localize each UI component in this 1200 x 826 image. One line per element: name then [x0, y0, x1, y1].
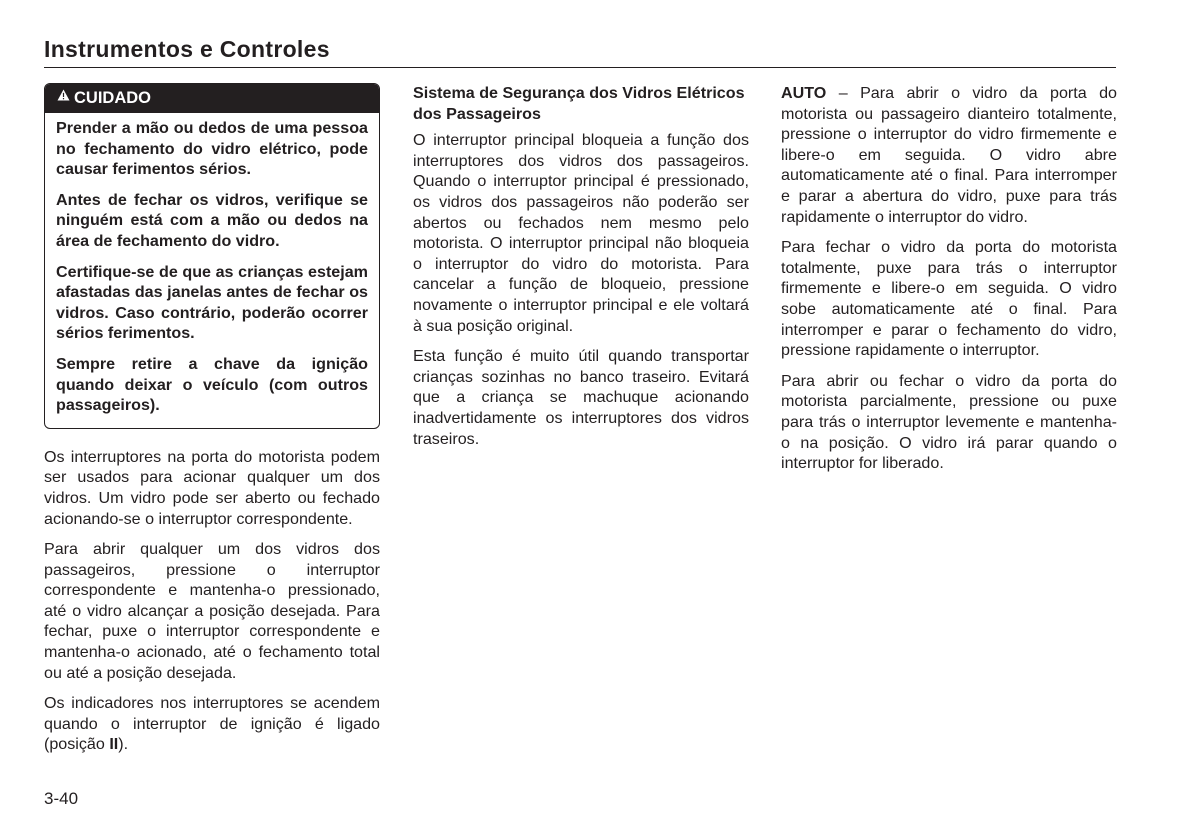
caution-box	[44, 83, 380, 429]
body-paragraph	[44, 693, 380, 755]
body-paragraph: Para abrir qualquer um dos vidros dos passageiros, pressione o interruptor correspondente e mantenha-o pressionado, até o vidro alcançar a posição desejada. Para fechar, puxe o interruptor correspondente e mantenha-o acionado, até o fechamento total ou até a posição desejada.	[44, 540, 380, 682]
column-middle	[413, 83, 749, 459]
caution-body	[45, 113, 379, 428]
auto-description: – Para abrir o vidro da porta do motorista ou passageiro dianteiro totalmente, pressione o interruptor do vidro firmemente e libere-o em seguida. O vidro abre automaticamente até o final. Para interromper e parar a abertura do vidro, puxe para trás rapidamente o interruptor do vidro.	[781, 84, 1117, 226]
body-paragraph: O interruptor principal bloqueia a função dos interruptores dos vidros dos passageiros. Quando o interruptor principal é pressionado, os vidros dos passageiros não poderão ser abertos ou fechados nem mesmo pelo motorista. O interruptor principal não bloqueia o interruptor do vidro do motorista. Para cancelar a função de bloqueio, pressione novamente o interruptor principal e ele voltará à sua posição original.	[413, 131, 749, 335]
caution-paragraph: Certifique-se de que as crianças estejam afastadas das janelas antes de fechar os vidros. Caso contrário, poderão ocorrer sérios ferimentos.	[56, 262, 368, 343]
page-number: 3-40	[44, 789, 79, 808]
caution-paragraph: Sempre retire a chave da ignição quando deixar o veículo (com outros passageiros).	[56, 354, 368, 415]
auto-label: AUTO	[781, 84, 827, 102]
auto-paragraph	[781, 83, 1117, 227]
header-divider	[44, 67, 1116, 68]
body-paragraph: Os interruptores na porta do motorista podem ser usados para acionar qualquer um dos vidros. Um vidro pode ser aberto ou fechado acionando-se o interruptor correspondente.	[44, 447, 380, 528]
body-paragraph: Para abrir ou fechar o vidro da porta do motorista parcialmente, pressione ou puxe para trás o interruptor levemente e mantenha-o na posição. O vidro irá parar quando o interruptor for liberado.	[781, 371, 1117, 473]
indicator-text-end: ).	[118, 735, 129, 754]
page-title: Instrumentos e Controles	[44, 36, 330, 62]
section-heading: Sistema de Segurança dos Vidros Elétricos dos Passageiros	[413, 84, 745, 123]
ignition-position-label: II	[109, 735, 119, 754]
caution-header	[45, 84, 379, 113]
column-right	[781, 83, 1117, 484]
caution-paragraph: Antes de fechar os vidros, verifique se ninguém está com a mão ou dedos na área de fechamento do vidro.	[56, 190, 368, 250]
caution-title: CUIDADO	[74, 89, 151, 107]
body-paragraph: Para fechar o vidro da porta do motorista totalmente, puxe para trás o interruptor firmemente e libere-o em seguida. O vidro sobe automaticamente até o final. Para interromper e parar o fechamento do vidro, pressione rapidamente o interruptor.	[781, 238, 1117, 360]
indicator-text: Os indicadores nos interruptores se acendem quando o interruptor de ignição é ligado (posição	[44, 694, 380, 754]
caution-paragraph: Prender a mão ou dedos de uma pessoa no fechamento do vidro elétrico, pode causar ferimentos sérios.	[56, 119, 368, 179]
warning-triangle-icon	[57, 83, 70, 111]
column-left	[44, 83, 380, 765]
body-paragraph: Esta função é muito útil quando transportar crianças sozinhas no banco traseiro. Evitará que a criança se machuque acionando inadvertidamente os interruptores dos vidros traseiros.	[413, 347, 749, 448]
